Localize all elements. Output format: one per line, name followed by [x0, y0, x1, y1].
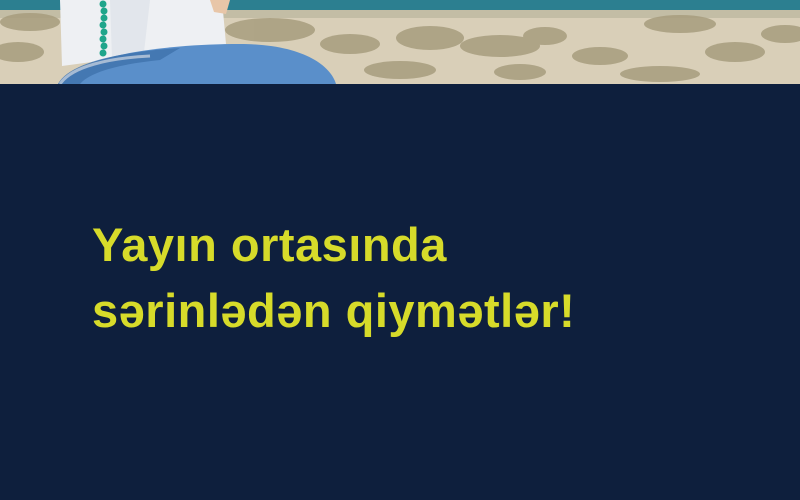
beach-photo-illustration — [0, 0, 800, 84]
promo-banner — [0, 84, 800, 500]
headline-line-2: sərinlədən qiymətlər! — [92, 284, 576, 337]
promo-headline — [92, 212, 772, 344]
headline-line-1: Yayın ortasında — [92, 218, 447, 271]
beach-photo — [0, 0, 800, 84]
